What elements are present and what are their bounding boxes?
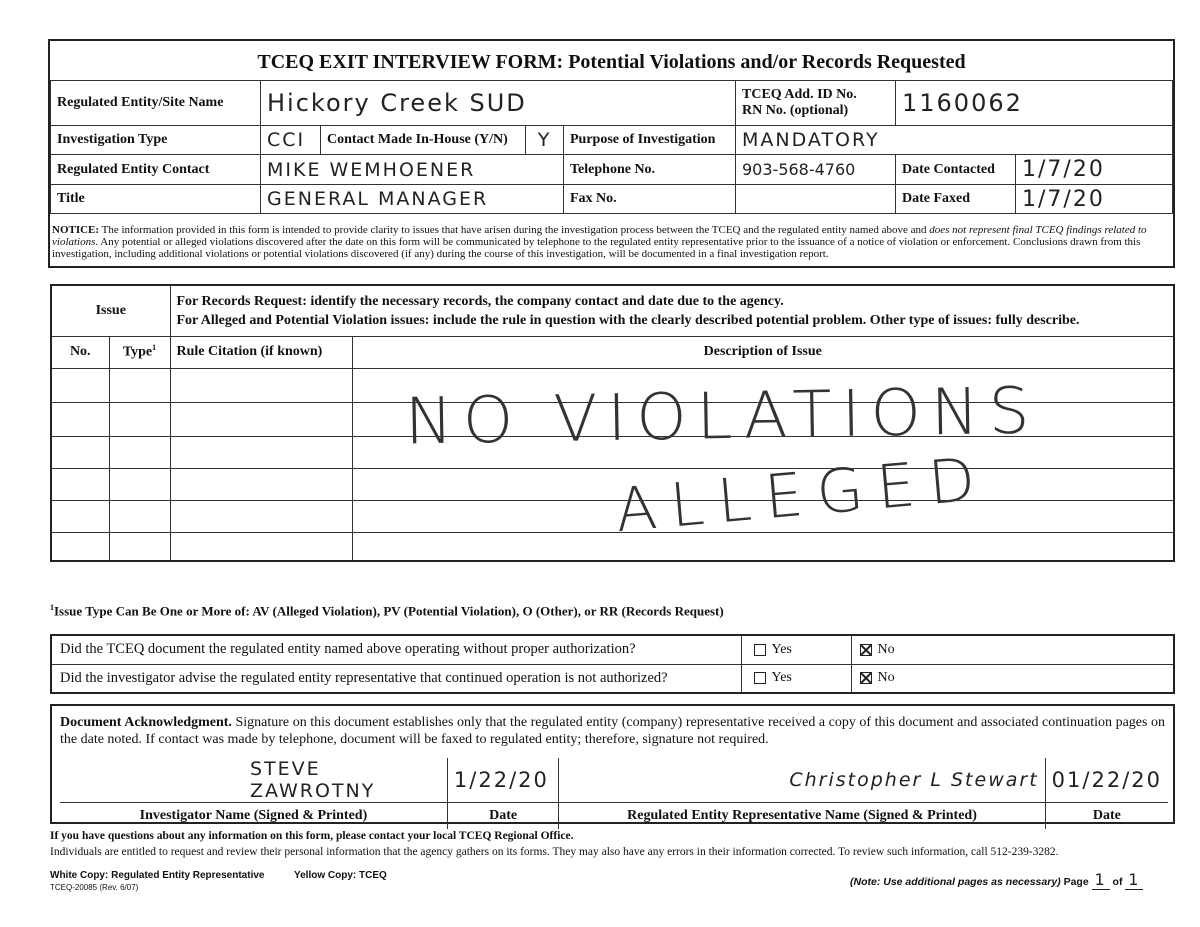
col-type-header [109,336,170,368]
issue-rule-cell[interactable] [170,468,352,500]
yes-label: Yes [771,641,792,657]
entity-contact-field[interactable]: MIKE WEMHOENER [261,155,564,185]
footnote-text: Issue Type Can Be One or More of: AV (Alleged Violation), PV (Potential Violation), O (Other), or RR (Records Request) [54,603,724,619]
no-checkbox-checked[interactable] [860,644,872,656]
representative-date-label: Date [1045,803,1168,829]
page-indicator [850,870,1143,890]
issue-type-cell[interactable] [109,500,170,532]
add-id-label-text: TCEQ Add. ID No. [742,87,857,102]
col-desc-header: Description of Issue [352,336,1174,368]
yellow-copy-note: Yellow Copy: TCEQ [294,870,387,881]
issue-row [51,500,1174,532]
title-label: Title [51,185,261,214]
rn-no-label-text: RN No. (optional) [742,103,849,118]
question-row [51,635,1174,664]
of-label: of [1112,876,1123,888]
additional-pages-note: (Note: Use additional pages as necessary) [850,876,1061,888]
instructions-records: For Records Request: identify the necessary records, the company contact and date due to the agency. [176,293,784,309]
issue-type-cell[interactable] [109,402,170,436]
issue-type-cell[interactable] [109,436,170,468]
investigation-type-label: Investigation Type [51,126,261,155]
question-text: Did the investigator advise the regulated entity representative that continued operation is not authorized? [51,664,741,693]
question-text: Did the TCEQ document the regulated entity named above operating without proper authorization? [51,635,741,664]
footer-contact: If you have questions about any information on this form, please contact your local TCEQ Regional Office. [50,830,574,842]
instructions-cell [170,285,1174,336]
issue-rule-cell[interactable] [170,500,352,532]
yes-checkbox[interactable] [754,644,766,656]
no-checkbox-checked[interactable] [860,672,872,684]
instructions-violations: For Alleged and Potential Violation issues: include the rule in question with the clearly described potential problem. Other type of issues: fully describe. [176,312,1080,328]
acknowledgment-text [60,714,1165,748]
issue-rule-cell[interactable] [170,436,352,468]
no-label: No [877,670,895,686]
investigation-type-field[interactable]: CCI [261,126,321,155]
notice-lead: NOTICE: [52,224,100,236]
page-label: Page [1063,876,1089,888]
issue-type-cell[interactable] [109,468,170,500]
issue-no-cell[interactable] [51,500,109,532]
acknowledgment-section [50,704,1175,824]
footer-rights: Individuals are entitled to request and review their personal information that the agency gathers on its forms. They may also have any errors in their information corrected. To review such information, call 512-239-3282. [50,846,1059,858]
no-label: No [877,641,895,657]
notice-part1: The information provided in this form is intended to provide clarity to issues that have arisen during the investigation process between the TCEQ and the regulated entity named above and [99,224,930,236]
yes-label: Yes [771,670,792,686]
telephone-label: Telephone No. [564,155,736,185]
yes-checkbox[interactable] [754,672,766,684]
page-total-field[interactable]: 1 [1125,870,1143,890]
col-no-header: No. [51,336,109,368]
purpose-label: Purpose of Investigation [564,126,736,155]
issue-no-cell[interactable] [51,368,109,402]
telephone-field[interactable]: 903-568-4760 [736,155,896,185]
issue-rule-cell[interactable] [170,368,352,402]
issue-row [51,532,1174,561]
entity-name-field[interactable]: Hickory Creek SUD [261,81,736,126]
notice-text [52,224,1170,260]
contact-in-house-field[interactable]: Y [526,126,564,155]
investigator-date-field[interactable]: 1/22/20 [447,758,558,803]
fax-field[interactable] [736,185,896,214]
entity-contact-label: Regulated Entity Contact [51,155,261,185]
white-copy-note: White Copy: Regulated Entity Representative [50,870,265,881]
question-row [51,664,1174,693]
authorization-questions [50,634,1175,694]
form-number: TCEQ-20085 (Rev. 6/07) [50,883,139,892]
investigator-signature-field[interactable]: STEVE ZAWROTNY [60,758,447,803]
signature-table [60,758,1168,829]
issue-header: Issue [51,285,170,336]
representative-name-label: Regulated Entity Representative Name (Signed & Printed) [559,803,1045,829]
acknowledgment-body: Signature on this document establishes only that the regulated entity (company) representative received a copy of this document and associated continuation pages on the date noted. If contact was made by telephone, document will be faxed to regulated entity; therefore, signature not required. [60,715,1165,747]
entity-name-label: Regulated Entity/Site Name [51,81,261,126]
issue-no-cell[interactable] [51,402,109,436]
col-rule-header: Rule Citation (if known) [170,336,352,368]
representative-signature-field[interactable]: Christopher L Stewart [559,758,1045,803]
issue-no-cell[interactable] [51,468,109,500]
no-option[interactable] [851,664,1174,693]
add-id-label [736,81,896,126]
notice-part2: . Any potential or alleged violations discovered after the date on this form will be communicated by telephone to the regulated entity representative prior to the issuance of a notice of violation or enforcement. Conclusions drawn from this investigation, including additional violations or potential violations discovered (if any) during the course of this investigation, will be documented in a final investigation report. [52,236,1141,260]
header-section [48,39,1175,268]
page-number-field[interactable]: 1 [1092,870,1110,890]
col-type-sup: 1 [152,343,157,353]
investigator-date-label: Date [447,803,558,829]
handwritten-no-violations: NO VIOLATIONS [404,374,1041,460]
footnote-sup: 1 [50,603,54,612]
issue-type-cell[interactable] [109,532,170,561]
title-field[interactable]: GENERAL MANAGER [261,185,564,214]
issue-no-cell[interactable] [51,532,109,561]
acknowledgment-lead: Document Acknowledgment. [60,715,232,730]
issue-no-cell[interactable] [51,436,109,468]
representative-date-field[interactable]: 01/22/20 [1045,758,1168,803]
issue-rule-cell[interactable] [170,532,352,561]
handwritten-alleged: ALLEGED [612,443,992,547]
yes-option[interactable] [741,635,851,664]
date-faxed-field[interactable]: 1/7/20 [1016,185,1173,214]
investigator-name-label: Investigator Name (Signed & Printed) [60,803,447,829]
contact-in-house-label: Contact Made In-House (Y/N) [321,126,526,155]
fax-label: Fax No. [564,185,736,214]
issue-desc-cell[interactable] [352,532,1174,561]
notice-italic: does not represent final TCEQ findings related to violations [52,224,1147,248]
date-faxed-label: Date Faxed [896,185,1016,214]
issue-rule-cell[interactable] [170,402,352,436]
issue-type-cell[interactable] [109,368,170,402]
date-contacted-label: Date Contacted [896,155,1016,185]
form-title: TCEQ EXIT INTERVIEW FORM: Potential Violations and/or Records Requested [257,51,966,73]
no-option[interactable] [851,635,1174,664]
issue-type-footnote [50,603,724,619]
entity-info-table [50,80,1173,214]
add-id-field[interactable]: 1160062 [896,81,1173,126]
purpose-field[interactable]: MANDATORY [736,126,1173,155]
date-contacted-field[interactable]: 1/7/20 [1016,155,1173,185]
col-type-text: Type [122,344,153,360]
yes-option[interactable] [741,664,851,693]
